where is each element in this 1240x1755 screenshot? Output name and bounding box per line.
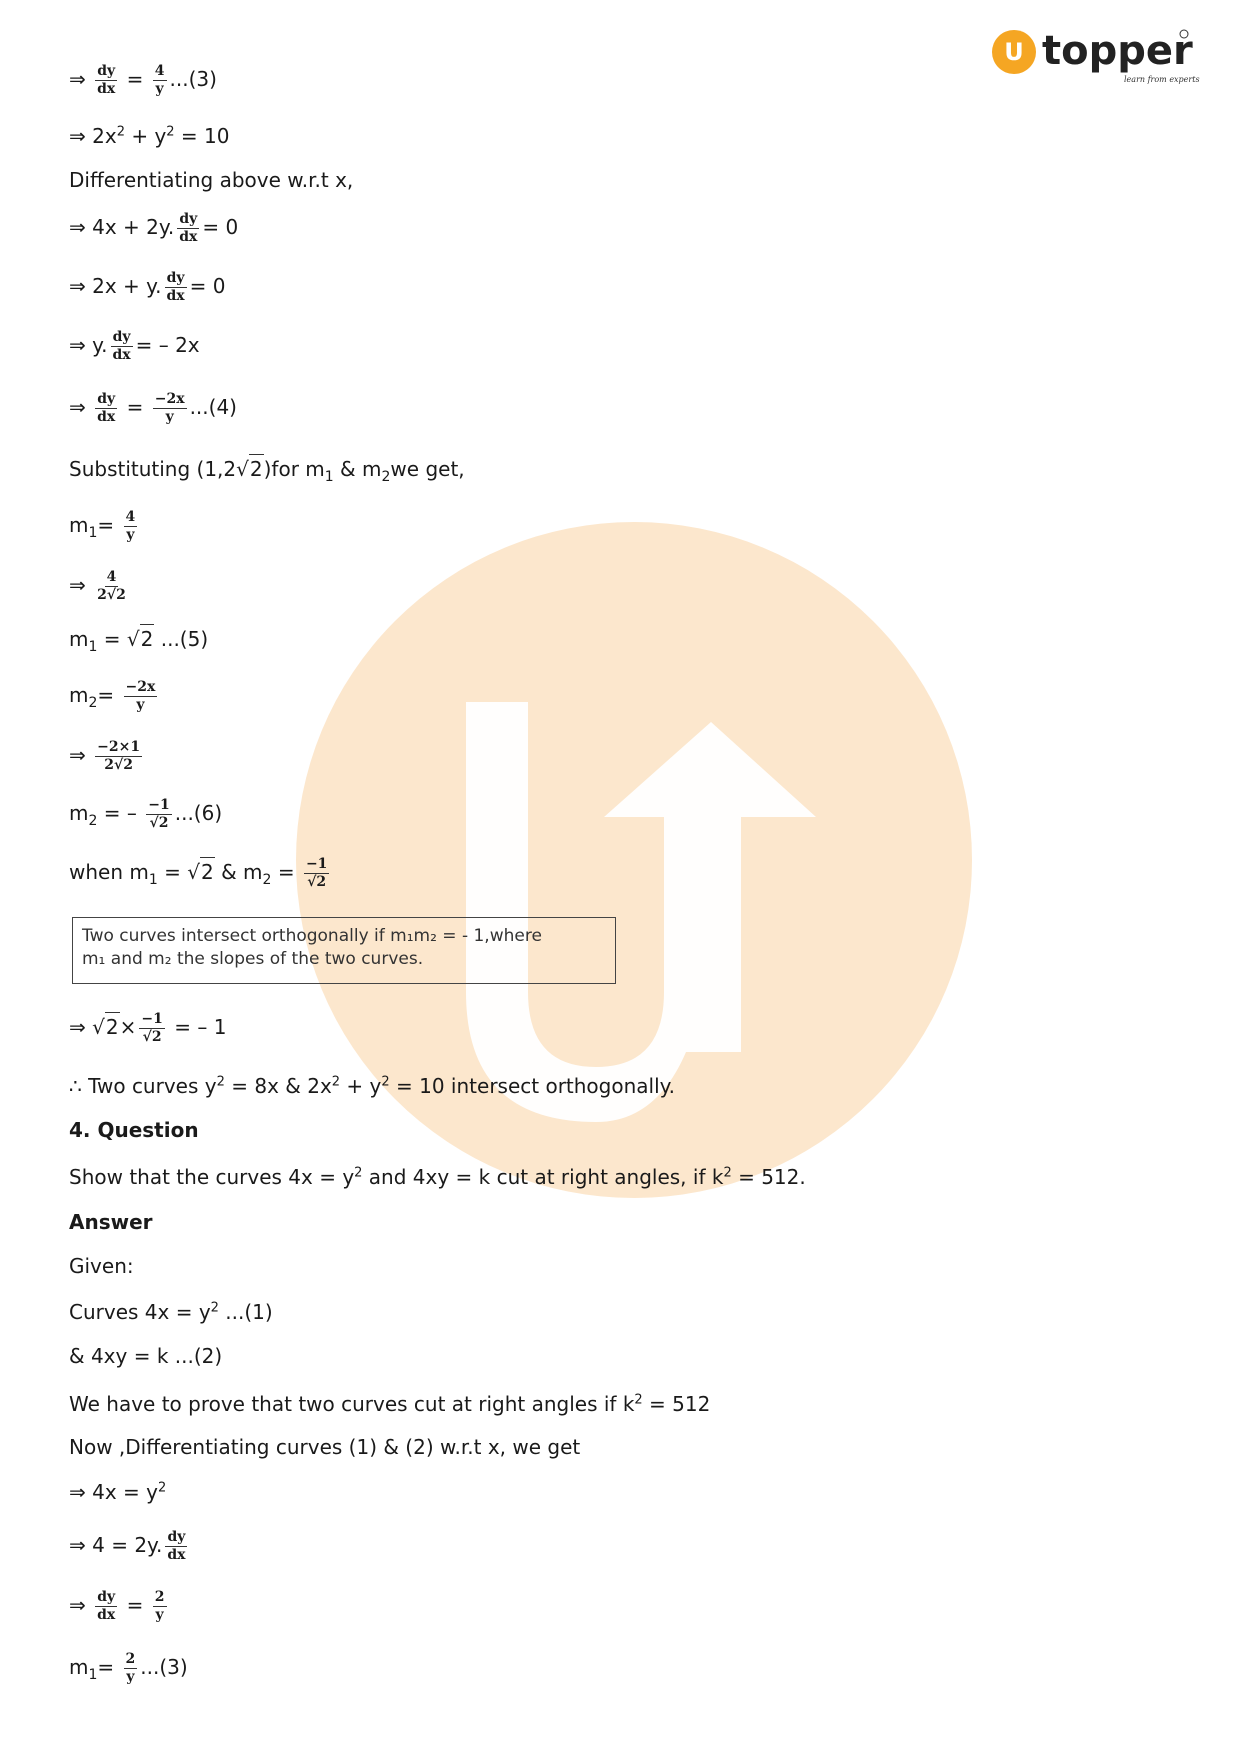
eq-line-d1: ⇒ $4x = y^2$ <box>69 1480 167 1504</box>
eq-line-14: $m_2$ = – $\frac{-1}{√2}$ ...(6) <box>69 797 223 831</box>
given-label: Given: <box>69 1254 134 1278</box>
eq-line-m1: $m_1=$ $\frac{4}{y}$ <box>69 509 136 543</box>
eq-line-d3: ⇒ $\frac{dy}{dx}$ = $\frac{2}{y}$ <box>69 1589 165 1623</box>
now-line: Now ,Differentiating curves (1) & (2) w.r.t x, we get <box>69 1435 581 1459</box>
answer-heading: Answer <box>69 1210 153 1234</box>
prove-line: We have to prove that two curves cut at right angles if $k^2 = 512$ <box>69 1392 711 1416</box>
eq-line-13: ⇒ $\frac{-2\times 1}{2√2}$ <box>69 739 141 773</box>
eq-line-6: ⇒ y. $\frac{dy}{dx}$ = – 2x <box>69 329 200 363</box>
fraction: $\frac{4}{y}$ <box>154 63 165 97</box>
eq-line-10: ⇒ $\frac{4}{2√2}$ <box>69 569 126 603</box>
eq-line-11: $m_1 = √2$ ...(5) <box>69 624 208 653</box>
eq-line-d2: ⇒ 4 = 2y. $\frac{dy}{dx}$ <box>69 1529 186 1563</box>
eq-line-4: ⇒ 4x + 2y. $\frac{dy}{dx}$ = 0 <box>69 211 239 245</box>
eq-line-7: ⇒ $\frac{dy}{dx}$ = $\frac{-2x}{y}$ ...(4) <box>69 391 237 425</box>
note-box <box>72 917 616 984</box>
eq-line-2: ⇒ $2x^2 + y^2 = 10$ <box>69 124 230 148</box>
curve-2: & 4xy = k ...(2) <box>69 1344 223 1368</box>
logo-text: topper <box>1042 28 1193 74</box>
brand-logo <box>992 28 1200 88</box>
eq-line-m2: $m_2=$ $\frac{-2x}{y}$ <box>69 679 156 713</box>
text-line-substituting: Substituting (1,2√2)for $m_1$ & $m_2we$ get, <box>69 454 465 483</box>
note-line-1: Two curves intersect orthogonally if m₁m₂ = - 1,where <box>82 926 542 946</box>
note-line-2: m₁ and m₂ the slopes of the two curves. <box>82 949 424 969</box>
logo-tagline: learn from experts <box>1124 75 1200 84</box>
conclusion-line: ∴ Two curves $y^2 = 8x$ & $2x^2 + y^2 = 10$ intersect orthogonally. <box>69 1074 675 1098</box>
eq-line-1: ⇒ $\frac{dy}{dx}$ = $\frac{4}{y}$ ...(3) <box>69 63 217 97</box>
question-heading: 4. Question <box>69 1118 199 1142</box>
eq-line-15: when $m_1 = √2$ & $m_2$ = $\frac{-1}{√2}$ <box>69 856 328 890</box>
eq-line-5: ⇒ 2x + y. $\frac{dy}{dx}$ = 0 <box>69 270 226 304</box>
arrow: ⇒ <box>69 67 86 91</box>
text-line-differentiating: Differentiating above w.r.t x, <box>69 168 354 192</box>
question-text: Show that the curves $4x = y^2$ and 4xy = k cut at right angles, if $k^2 = 512$. <box>69 1165 806 1189</box>
eq-line-20: ⇒ √2× $\frac{-1}{√2}$ = – 1 <box>69 1011 227 1045</box>
curve-1: Curves $4x = y^2$ ...(1) <box>69 1300 273 1324</box>
logo-mark: U <box>1004 38 1024 66</box>
fraction: $\frac{dy}{dx}$ <box>97 63 116 97</box>
eq-line-last: $m_1=$ $\frac{2}{y}$ ...(3) <box>69 1651 188 1685</box>
